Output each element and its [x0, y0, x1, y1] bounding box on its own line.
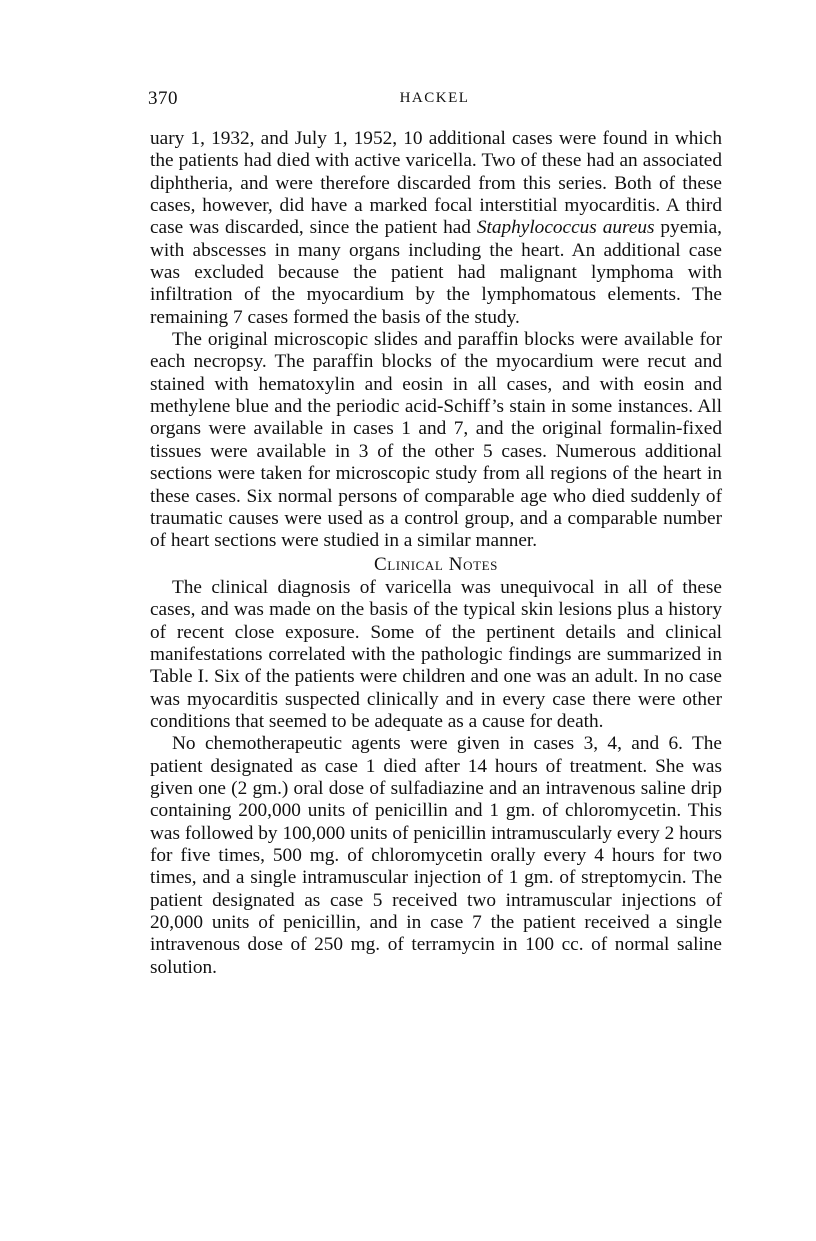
article-body [150, 128, 722, 979]
paragraph-clinical-diagnosis: The clinical diagnosis of varicella was unequivocal in all of these cases, and was made on the basis of the typical skin lesions plus a history of recent close exposure. Some of the pertinent details and clinical manifestations correlated with the pathologic findings are summarized in Table I. Six of the patients were children and one was an adult. In no case was myocarditis suspected clinically and in every case there were other conditions that seemed to be adequate as a cause for death. [150, 576, 722, 732]
paragraph-chemotherapy: No chemotherapeutic agents were given in cases 3, 4, and 6. The patient designated as case 1 died after 14 hours of treatment. She was given one (2 gm.) oral dose of sulfadiazine and an intravenous saline drip containing 200,000 units of penicillin and 1 gm. of chloromycetin. This was followed by 100,000 units of penicillin intramuscularly every 2 hours for five times, 500 mg. of chloromycetin orally every 4 hours for two times, and a single intramuscular injection of 1 gm. of streptomycin. The patient designated as case 5 received two intramuscular injections of 20,000 units of penicillin, and in case 7 the patient received a single intravenous dose of 250 mg. of terramycin in 100 cc. of normal saline solution. [150, 733, 722, 978]
paragraph-text: pyemia, with abscesses in many organs including the heart. An additional case was excluded because the patient had malignant lymphoma with infiltration of the myocardium by the lymphomatous elements. The remaining 7 cases formed the basis of the study. [150, 217, 722, 328]
paragraph-materials: The original microscopic slides and paraffin blocks were available for each necropsy. The paraffin blocks of the myocardium were recut and stained with hematoxylin and eosin in all cases, and with eosin and methylene blue and the periodic acid-Schiff’s stain in some instances. All organs were available in cases 1 and 7, and the original formalin-fixed tissues were available in 3 of the other 5 cases. Numerous additional sections were taken for microscopic study from all regions of the heart in these cases. Six normal persons of comparable age who died suddenly of traumatic causes were used as a control group, and a comparable number of heart sections were studied in a similar manner. [150, 329, 722, 552]
page-number: 370 [148, 88, 178, 109]
paragraph-case-selection [150, 128, 722, 329]
organism-name: Staphylococcus aureus [476, 217, 655, 239]
author-running-head: HACKEL [399, 90, 470, 106]
running-head [148, 88, 721, 114]
section-heading: Clinical Notes [373, 553, 499, 575]
paragraph-text: uary 1, 1932, and July 1, 1952, 10 additional cases were found in which the patients had died with active varicella. Two of these had an associated diphtheria, and were therefore discarded from this series. Both of these cases, however, did have a marked focal interstitial myocarditis. A third case was discarded, since the patient had [150, 128, 722, 239]
